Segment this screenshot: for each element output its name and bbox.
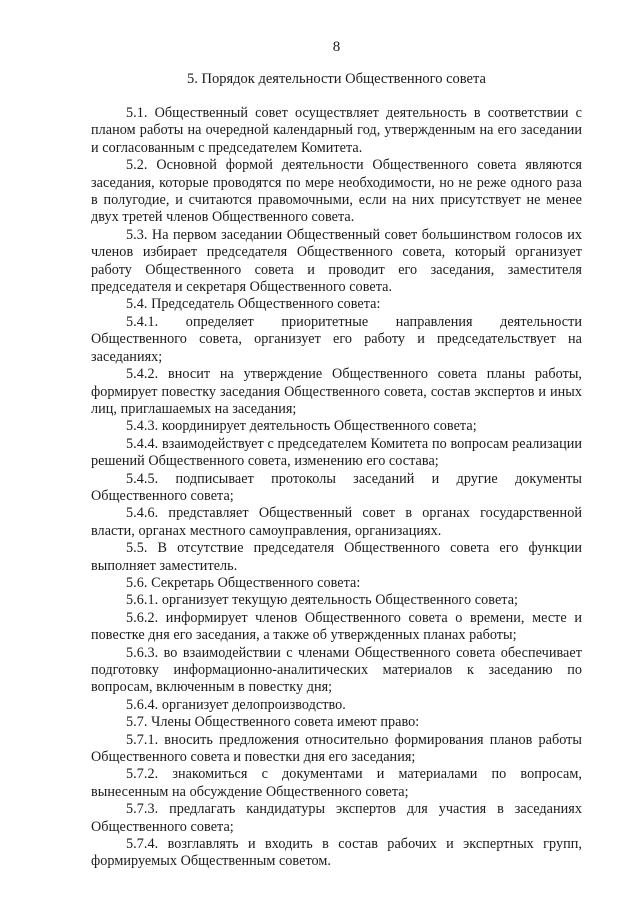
paragraph-5-4-5: 5.4.5. подписывает протоколы заседаний и другие документы Общественного совета; — [91, 470, 582, 504]
section-body — [91, 105, 582, 871]
paragraph-5-3: 5.3. На первом заседании Общественный совет большинством голосов их членов избирает председателя Общественного совета, который организует работу Общественного совета и проводит его заседания, заместителя председателя и секретаря Общественного совета. — [91, 226, 582, 296]
paragraph-5-6-4: 5.6.4. организует делопроизводство. — [126, 696, 346, 713]
paragraph-5-6-2: 5.6.2. информирует членов Общественного совета о времени, месте и повестке дня его заседания, а также об утвержденных планах работы; — [91, 609, 582, 644]
paragraph-5-5: 5.5. В отсутствие председателя Общественного совета его функции выполняет заместитель. — [91, 540, 582, 574]
paragraph-5-4-2: 5.4.2. вносит на утверждение Общественного совета планы работы, формирует повестку заседания Общественного совета, состав экспертов и иных лиц, приглашаемых на заседания; — [91, 366, 582, 417]
paragraph-5-7: 5.7. Члены Общественного совета имеют право: — [126, 714, 420, 731]
paragraph-5-7-2: 5.7.2. знакомиться с документами и материалами по вопросам, вынесенным на обсуждение Общественного совета; — [91, 766, 582, 800]
paragraph-5-6-3: 5.6.3. во взаимодействии с членами Общественного совета обеспечивает подготовку информационно-аналитических материалов к заседанию по вопросам, включенным в повестку дня; — [91, 644, 582, 696]
paragraph-5-1: 5.1. Общественный совет осуществляет деятельность в соответствии с планом работы на очередной календарный год, утвержденным на его заседании и согласованным с председателем Комитета. — [91, 105, 582, 156]
paragraph-5-4: 5.4. Председатель Общественного совета: — [126, 296, 381, 313]
paragraph-5-6-1: 5.6.1. организует текущую деятельность Общественного совета; — [126, 592, 519, 609]
paragraph-5-4-1: 5.4.1. определяет приоритетные направления деятельности Общественного совета, организует его работу и председательствует на заседаниях; — [91, 313, 582, 365]
paragraph-5-6: 5.6. Секретарь Общественного совета: — [126, 574, 361, 591]
page-number: 8 — [332, 39, 341, 55]
paragraph-5-7-1: 5.7.1. вносить предложения относительно формирования планов работы Общественного совета и повестки дня его заседания; — [91, 731, 582, 766]
paragraph-5-4-6: 5.4.6. представляет Общественный совет в органах государственной власти, органах местного самоуправления, организациях. — [91, 505, 582, 539]
paragraph-5-2: 5.2. Основной формой деятельности Общественного совета являются заседания, которые проводятся по мере необходимости, но не реже одного раза в полугодие, и считаются правомочными, если на них присутствует не менее двух третей членов Общественного совета. — [91, 157, 582, 226]
paragraph-5-7-4: 5.7.4. возглавлять и входить в состав рабочих и экспертных групп, формируемых Общественным советом. — [91, 836, 582, 870]
paragraph-5-4-3: 5.4.3. координирует деятельность Общественного совета; — [126, 418, 477, 435]
paragraph-5-4-4: 5.4.4. взаимодействует с председателем Комитета по вопросам реализации решений Общественного совета, изменению его состава; — [91, 435, 582, 470]
section-title: 5. Порядок деятельности Общественного совета — [187, 71, 486, 87]
paragraph-5-7-3: 5.7.3. предлагать кандидатуры экспертов для участия в заседаниях Общественного совета; — [91, 801, 582, 835]
